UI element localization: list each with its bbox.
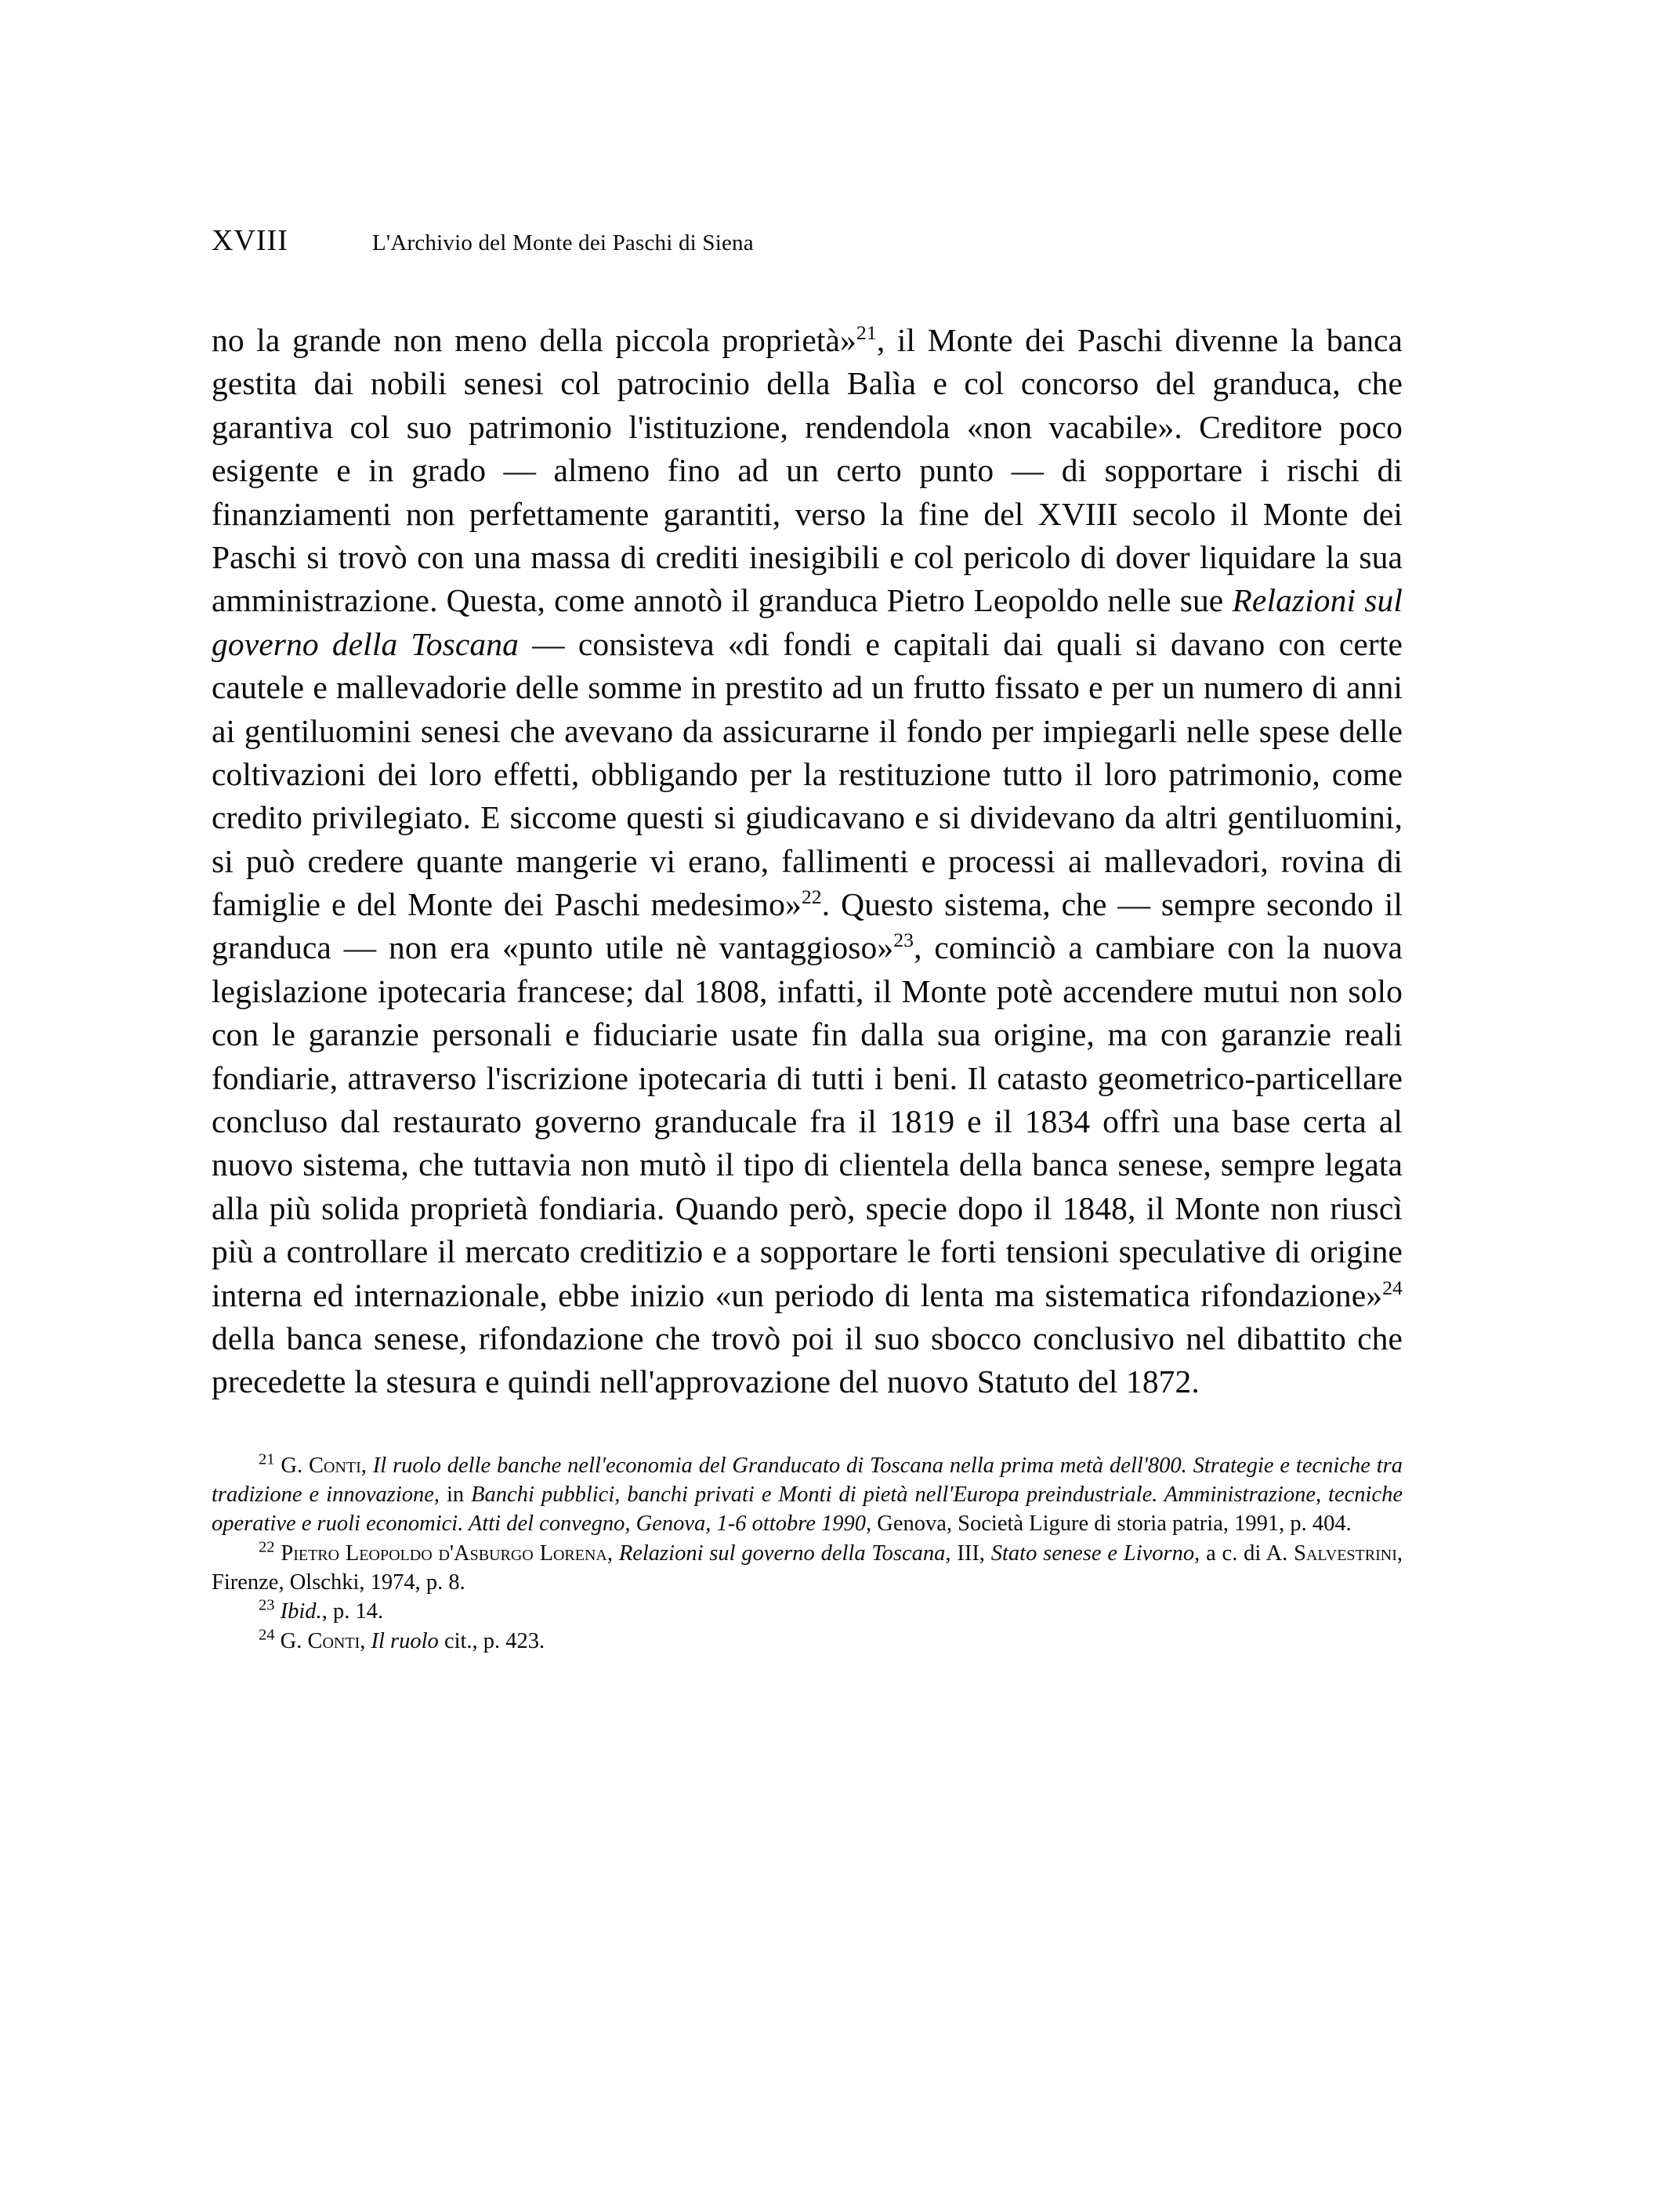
footnotes	[212, 1451, 1403, 1656]
footnote-24: $^{24}$ G. Conti, Il ruolo cit., p. 423.	[259, 1626, 545, 1653]
paragraph: no la grande non meno della piccola proprietà»$^{21}$, il Monte dei Paschi divenne la banca gestita dai nobili senesi col patrocinio della Balìa e col concorso del granduca, che garantiva col suo patrimonio l'istituzione, rendendola «non vacabile». Creditore poco esigente e in grado — almeno fino ad un certo punto — di sopportare i rischi di finanziamenti non perfettamente garantiti, verso la fine del XVIII secolo il Monte dei Paschi si trovò con una massa di crediti inesigibili e col pericolo di dover liquidare la sua amministrazione. Questa, come annotò il granduca Pietro Leopoldo nelle sue Relazioni sul governo della Toscana — consisteva «di fondi e capitali dai quali si davano con certe cautele e mallevadorie delle somme in prestito ad un frutto fissato e per un numero di anni ai gentiluomini senesi che avevano da assicurarne il fondo per impiegarli nelle spese delle coltivazioni dei loro effetti, obbligando per la restituzione tutto il loro patrimonio, come credito privilegiato. E siccome questi si giudicavano e si dividevano da altri gentiluomini, si può credere quante mangerie vi erano, fallimenti e processi ai mallevadori, rovina di famiglie e del Monte dei Paschi medesimo»$^{22}$. Questo sistema, che — sempre secondo il granduca — non era «punto utile nè vantaggioso»$^{23}$, cominciò a cambiare con la nuova legislazione ipotecaria francese; dal 1808, infatti, il Monte potè accendere mutui non solo con le garanzie personali e fiduciarie usate fin dalla sua origine, ma con garanzie reali fondiarie, attraverso l'iscrizione ipotecaria di tutti i beni. Il catasto geometrico-particellare concluso dal restaurato governo granducale fra il 1819 e il 1834 offrì una base certa al nuovo sistema, che tuttavia non mutò il tipo di clientela della banca senese, sempre legata alla più solida proprietà fondiaria. Quando però, specie dopo il 1848, il Monte non riuscì più a controllare il mercato creditizio e a sopportare le forti tensioni speculative di origine interna ed internazionale, ebbe inizio «un periodo di lenta ma sistematica rifondazione»$^{24}$ della banca senese, rifondazione che trovò poi il suo sbocco conclusivo nel dibattito che precedette la stesura e quindi nell'approvazione del nuovo Statuto del 1872.	[212, 321, 1403, 1400]
page-header	[212, 223, 1403, 258]
page-content	[212, 223, 1403, 1656]
footnote-21: $^{21}$ G. Conti, Il ruolo delle banche nell'economia del Granducato di Toscana nella prima metà dell'800. Strategie e tecniche tra tradizione e innovazione, in Banchi pubblici, banchi privati e Monti di pietà nell'Europa preindustriale. Amministrazione, tecniche operative e ruoli economici. Atti del convegno, Genova, 1-6 ottobre 1990, Genova, Società Ligure di storia patria, 1991, p. 404.	[212, 1450, 1403, 1537]
body-text	[212, 319, 1403, 1404]
footnote-22: $^{22}$ Pietro Leopoldo d'Asburgo Lorena, Relazioni sul governo della Toscana, III, Stato senese e Livorno, a c. di A. Salvestrini, Firenze, Olschki, 1974, p. 8.	[212, 1538, 1403, 1595]
folio-number: XVIII	[212, 224, 288, 257]
running-title: L'Archivio del Monte dei Paschi di Siena	[372, 230, 754, 255]
footnote-23: $^{23}$ Ibid., p. 14.	[259, 1596, 384, 1624]
